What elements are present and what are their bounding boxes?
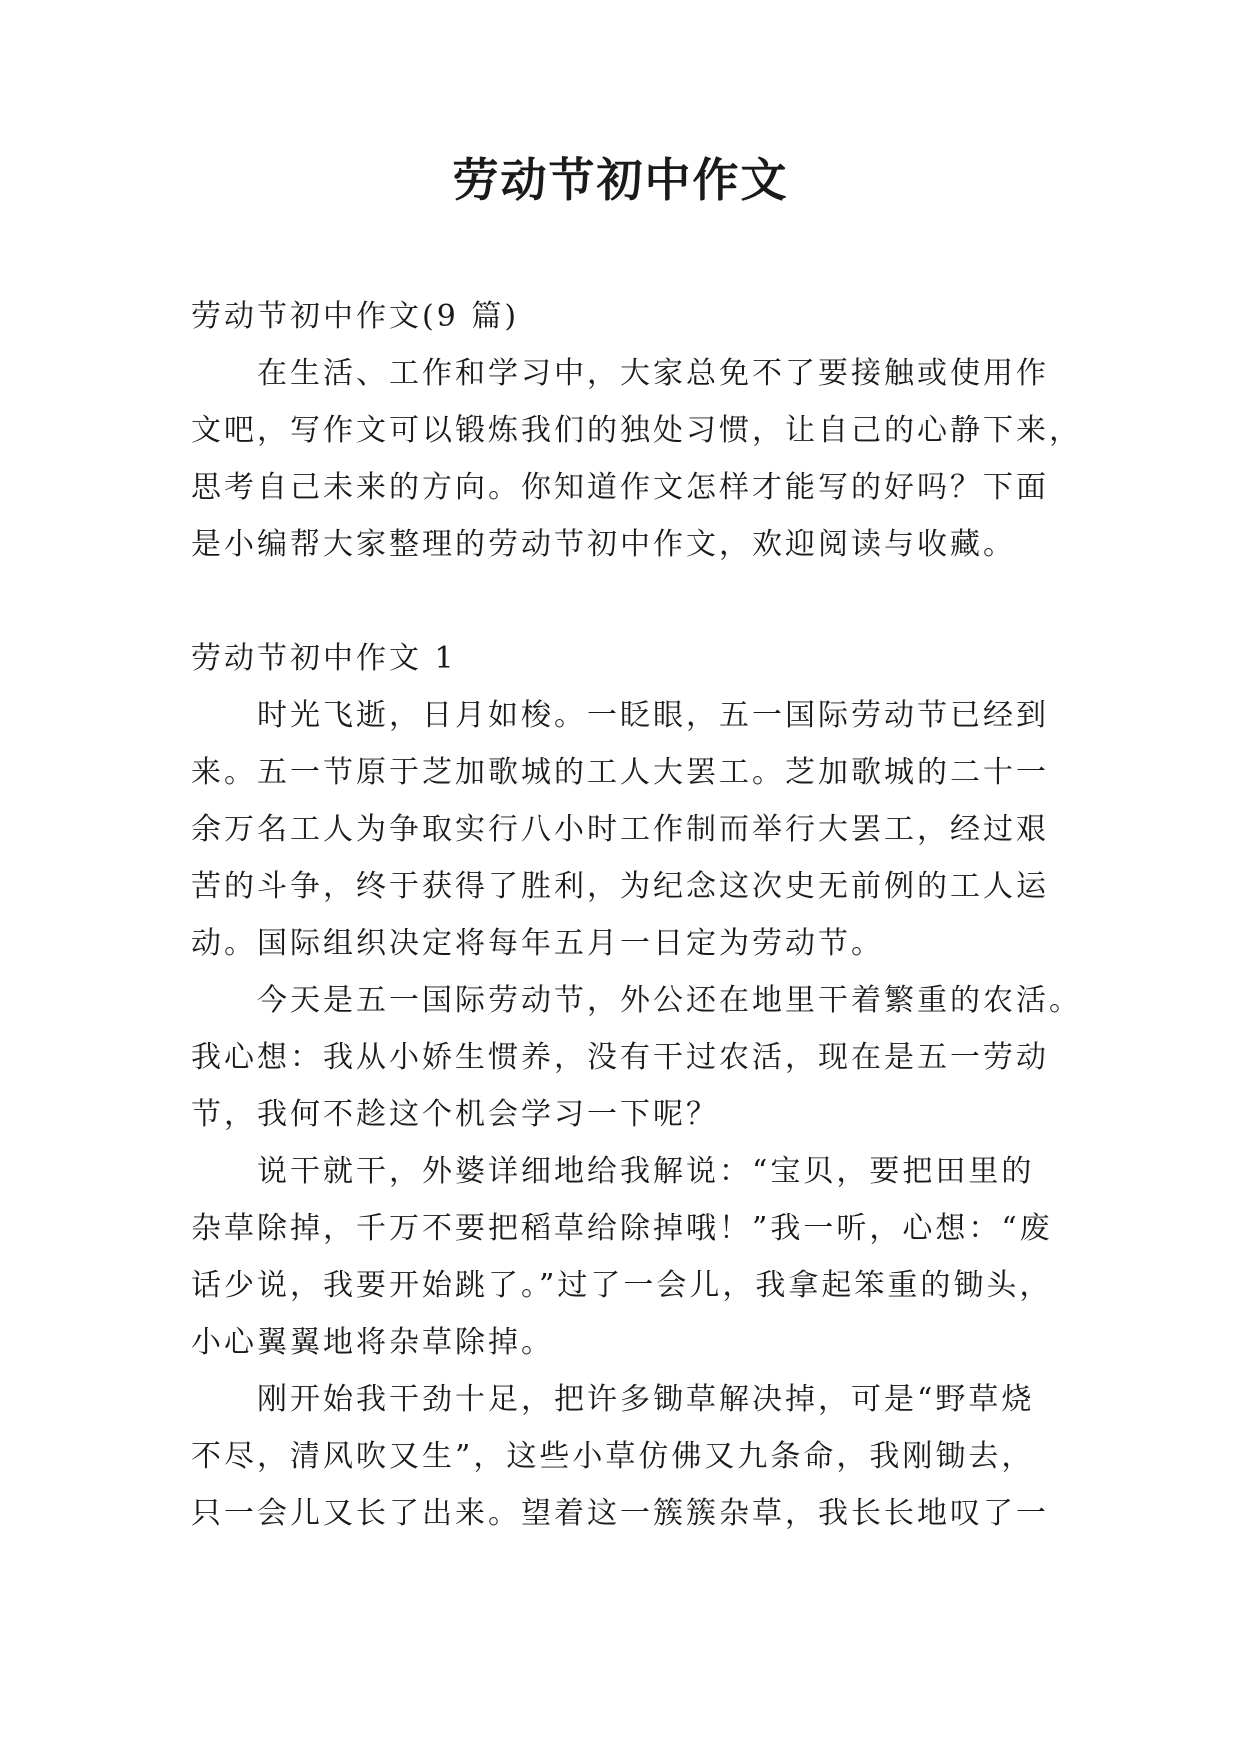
paragraph-line: 不尽，清风吹又生”，这些小草仿佛又九条命，我刚锄去， xyxy=(191,1439,1035,1474)
paragraph-line: 来。五一节原于芝加歌城的工人大罢工。芝加歌城的二十一 xyxy=(191,755,1049,790)
paragraph-line: 苦的斗争，终于获得了胜利，为纪念这次史无前例的工人运 xyxy=(191,869,1049,904)
paragraph-line: 动。国际组织决定将每年五月一日定为劳动节。 xyxy=(191,926,884,961)
paragraph-line: 文吧，写作文可以锻炼我们的独处习惯，让自己的心静下来， xyxy=(191,413,1082,448)
paragraph-line: 话少说，我要开始跳了。”过了一会儿，我拿起笨重的锄头， xyxy=(191,1268,1053,1303)
document-title: 劳动节初中作文 xyxy=(452,153,789,207)
essay-heading: 劳动节初中作文 1 xyxy=(191,641,457,676)
paragraph-line: 杂草除掉，千万不要把稻草给除掉哦！”我一听，心想：“废 xyxy=(191,1211,1053,1246)
section-gap xyxy=(191,573,1057,630)
paragraph-line: 说干就干，外婆详细地给我解说：“宝贝，要把田里的 xyxy=(257,1154,1035,1189)
paragraph-line: 是小编帮大家整理的劳动节初中作文，欢迎阅读与收藏。 xyxy=(191,527,1016,562)
paragraph-line: 小心翼翼地将杂草除掉。 xyxy=(191,1325,554,1360)
paragraph-line: 思考自己未来的方向。你知道作文怎样才能写的好吗？下面 xyxy=(191,470,1049,505)
paragraph-line: 余万名工人为争取实行八小时工作制而举行大罢工，经过艰 xyxy=(191,812,1049,847)
paragraph-line: 我心想：我从小娇生惯养，没有干过农活，现在是五一劳动 xyxy=(191,1040,1049,1075)
paragraph-line: 在生活、工作和学习中，大家总免不了要接触或使用作 xyxy=(257,356,1049,391)
intro-heading: 劳动节初中作文(9 篇) xyxy=(191,299,520,334)
paragraph-line: 今天是五一国际劳动节，外公还在地里干着繁重的农活。 xyxy=(257,983,1082,1018)
paragraph-line: 时光飞逝，日月如梭。一眨眼，五一国际劳动节已经到 xyxy=(257,698,1049,733)
document-body xyxy=(191,288,1082,1542)
paragraph-line: 刚开始我干劲十足，把许多锄草解决掉，可是“野草烧 xyxy=(257,1382,1035,1417)
paragraph-line: 节，我何不趁这个机会学习一下呢？ xyxy=(191,1097,719,1132)
paragraph-line: 只一会儿又长了出来。望着这一簇簇杂草，我长长地叹了一 xyxy=(191,1496,1049,1531)
